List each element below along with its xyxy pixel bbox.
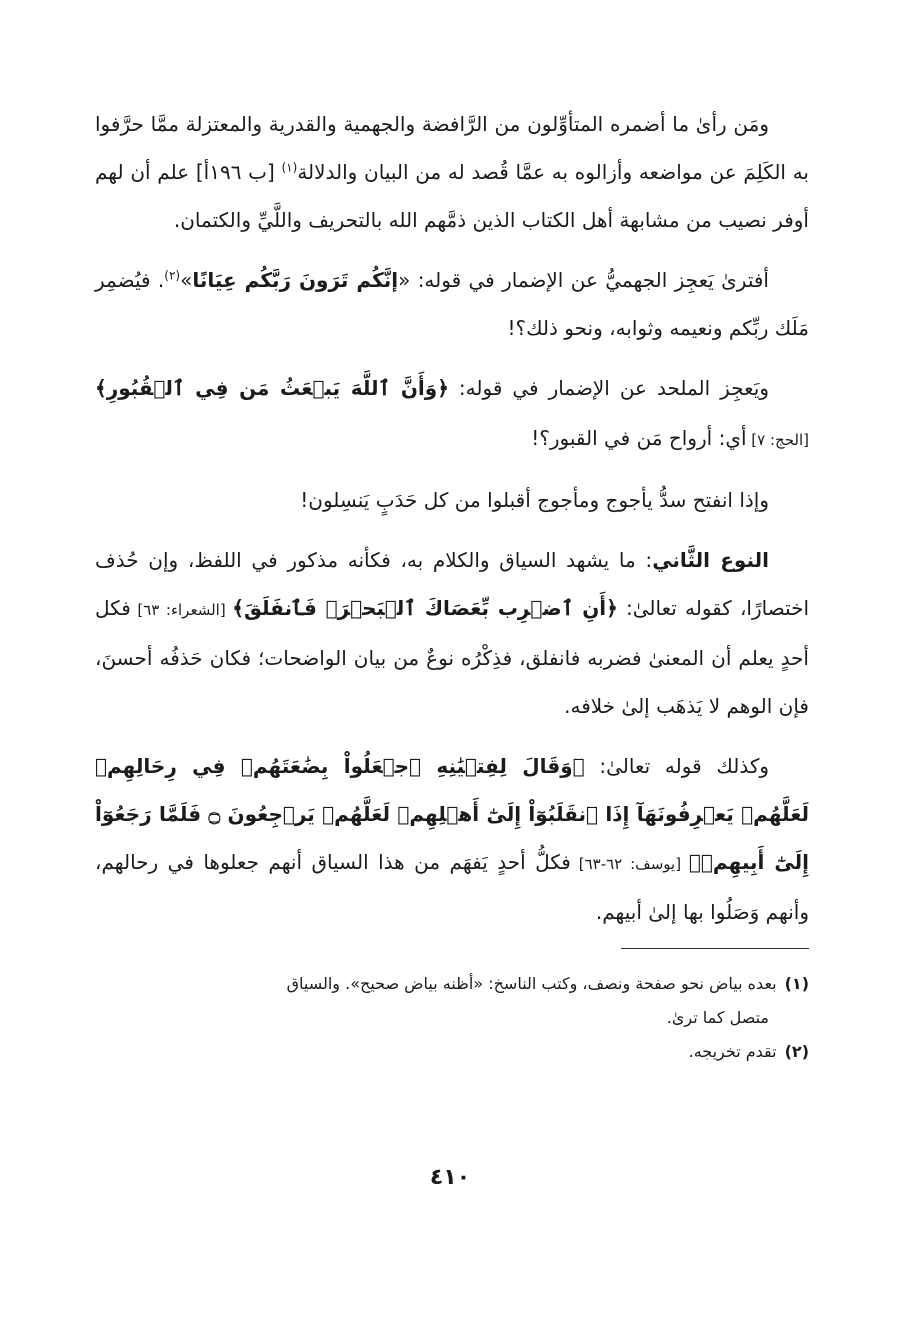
verse-citation: [الشعراء: ٦٣] — [130, 601, 233, 619]
paragraph-text: وإذا انفتح سدُّ يأجوج ومأجوج أقبلوا من كل حَدَبٍ يَنسِلون! — [300, 488, 769, 512]
paragraph-3 — [95, 364, 809, 464]
footnote-number: (١) — [784, 974, 809, 993]
paragraph-text: [ب ١٩٦أ] علم أن لهم أوفر نصيب من مشابهة أهل الكتاب الذين ذمَّهم الله بالتحريف واللَّيِّ والكتمان. — [95, 160, 809, 232]
paragraph-text: فكل أحدٍ يعلم أن المعنىٰ فضربه فانفلق، فذِكْرُه نوعٌ من بيان الواضحات؛ فكان حَذفُه أحسنَ، فإن الوهم لا يَذهَب إلىٰ خلافه. — [95, 596, 809, 718]
paragraph-4 — [95, 476, 809, 524]
quran-verse: ﴿أَنِ ٱضۡرِب بِّعَصَاكَ ٱلۡبَحۡرَۖ فَٱنفَلَقَ﴾ — [232, 596, 618, 620]
footnote-text: تقدم تخريجه. — [688, 1042, 777, 1061]
page-content — [95, 100, 809, 1069]
footnote-number: (٢) — [784, 1042, 809, 1061]
paragraph-text: : ما يشهد السياق والكلام به، فكأنه مذكور في اللفظ، وإن حُذف اختصارًا، كقوله تعالىٰ: — [95, 548, 810, 620]
section-label: النوع الثَّاني — [652, 548, 770, 572]
verse-citation: [يوسف: ٦٢-٦٣] — [570, 855, 689, 873]
footnote-2 — [95, 1035, 809, 1069]
paragraph-text: أفترىٰ يَعجِز الجهميُّ عن الإضمار في قوله: « — [398, 268, 769, 292]
paragraph-6 — [95, 742, 809, 936]
quote-close: » — [180, 268, 193, 292]
paragraph-text: ومَن رأىٰ ما أضمره المتأوِّلون من الرَّافضة والجهمية والقدرية والمعتزلة ممَّا حرَّفوا به الكَلِمَ عن مواضعه وأزالوه به عمَّا قُصد له من البيان والدلالة — [95, 112, 809, 184]
footnote-ref-2[interactable]: (٢) — [164, 268, 181, 283]
paragraph-text: ويَعجِز الملحد عن الإضمار في قوله: — [448, 376, 769, 400]
paragraph-1 — [95, 100, 809, 244]
footnote-1-continuation — [95, 1001, 809, 1035]
footnote-1 — [95, 967, 809, 1001]
footnote-divider — [621, 948, 809, 949]
footnote-text: متصل كما ترىٰ. — [666, 1008, 769, 1027]
paragraph-text: أي: أرواح مَن في القبور؟! — [531, 426, 747, 450]
quran-verse: ﴿وَأَنَّ ٱللَّهَ يَبۡعَثُ مَن فِي ٱلۡقُبُورِ﴾ — [95, 376, 449, 400]
page-number: ٤١٠ — [429, 1165, 471, 1190]
footnote-text: بعده بياض نحو صفحة ونصف، وكتب الناسخ: «أظنه بياض صحيح». والسياق — [286, 974, 777, 993]
paragraph-text: فكلُّ أحدٍ يَفهَم من هذا السياق أنهم جعلوها في رحالهم، وأنهم وَصَلُوا بها إلىٰ أبيهم. — [95, 850, 809, 924]
verse-citation: [الحج: ٧] — [746, 431, 809, 449]
paragraph-text: . فيُضمِر مَلَك ربِّكم ونعيمه وثوابه، ونحو ذلك؟! — [95, 268, 809, 340]
hadith-quote: إنَّكُم تَرَونَ رَبَّكُم عِيَانًا — [192, 268, 399, 292]
paragraph-2 — [95, 256, 809, 352]
paragraph-5 — [95, 536, 809, 730]
footnote-ref-1[interactable]: (١) — [281, 160, 298, 175]
quran-verse: ﴿وَقَالَ لِفِتۡيَٰنِهِ ٱجۡعَلُواْ بِضَٰعَتَهُمۡ فِي رِحَالِهِمۡ لَعَلَّهُمۡ يَعۡرِفُونَهَآ إِذَا ٱنقَلَبُوٓاْ إِلَىٰٓ أَهۡلِهِمۡ لَعَلَّهُمۡ يَرۡجِعُونَ ۝ فَلَمَّا رَجَعُوٓاْ إِلَىٰٓ أَبِيهِمۡ﴾ — [95, 754, 810, 874]
paragraph-text: وكذلك قوله تعالىٰ: — [584, 754, 770, 778]
